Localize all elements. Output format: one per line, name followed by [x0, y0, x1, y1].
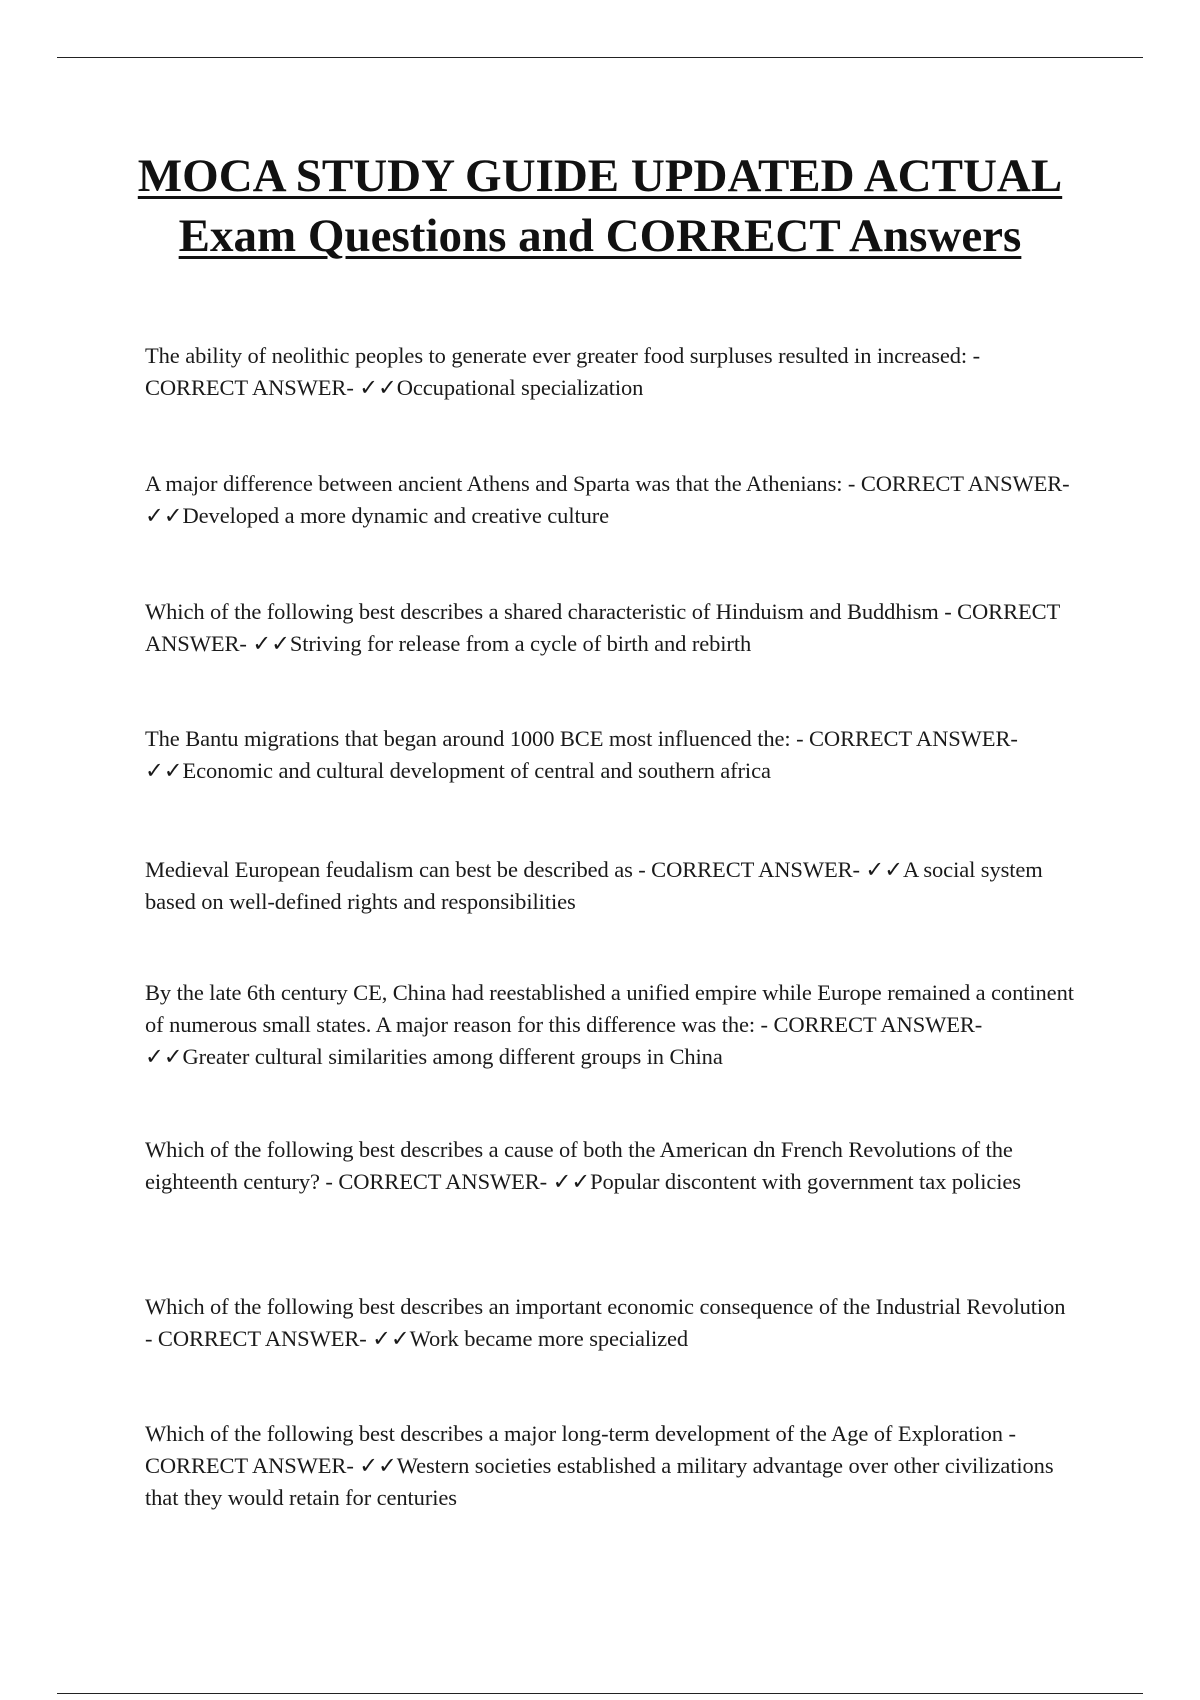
qa-item: By the late 6th century CE, China had reestablished a unified empire while Europe remained a continent of numerous small states. A major reason for this difference was the: - CORRECT ANSWER- ✓✓Greater cultural similarities among different groups in China [145, 980, 1074, 1069]
qa-item: A major difference between ancient Athens and Sparta was that the Athenians: - CORRECT ANSWER- ✓✓Developed a more dynamic and creative culture [145, 471, 1070, 528]
qa-item: Which of the following best describes a shared characteristic of Hinduism and Buddhism - CORRECT ANSWER- ✓✓Striving for release from a cycle of birth and rebirth [145, 599, 1060, 656]
qa-item: The Bantu migrations that began around 1000 BCE most influenced the: - CORRECT ANSWER- ✓✓Economic and cultural development of central and southern africa [145, 726, 1018, 783]
bottom-divider [57, 1693, 1143, 1694]
qa-item: Which of the following best describes a cause of both the American dn French Revolutions of the eighteenth century? - CORRECT ANSWER- ✓✓Popular discontent with government tax policies [145, 1137, 1021, 1194]
document-title: MOCA STUDY GUIDE UPDATED ACTUAL Exam Questions and CORRECT Answers [137, 150, 1063, 262]
qa-item: Which of the following best describes an important economic consequence of the Industrial Revolution - CORRECT ANSWER- ✓✓Work became more specialized [145, 1294, 1066, 1351]
qa-item: The ability of neolithic peoples to generate ever greater food surpluses resulted in increased: - CORRECT ANSWER- ✓✓Occupational specialization [145, 343, 980, 400]
qa-item: Which of the following best describes a major long-term development of the Age of Exploration - CORRECT ANSWER- ✓✓Western societies established a military advantage over other civilizations that they would retain for centuries [145, 1421, 1054, 1510]
qa-item: Medieval European feudalism can best be described as - CORRECT ANSWER- ✓✓A social system based on well-defined rights and responsibilities [145, 857, 1043, 914]
